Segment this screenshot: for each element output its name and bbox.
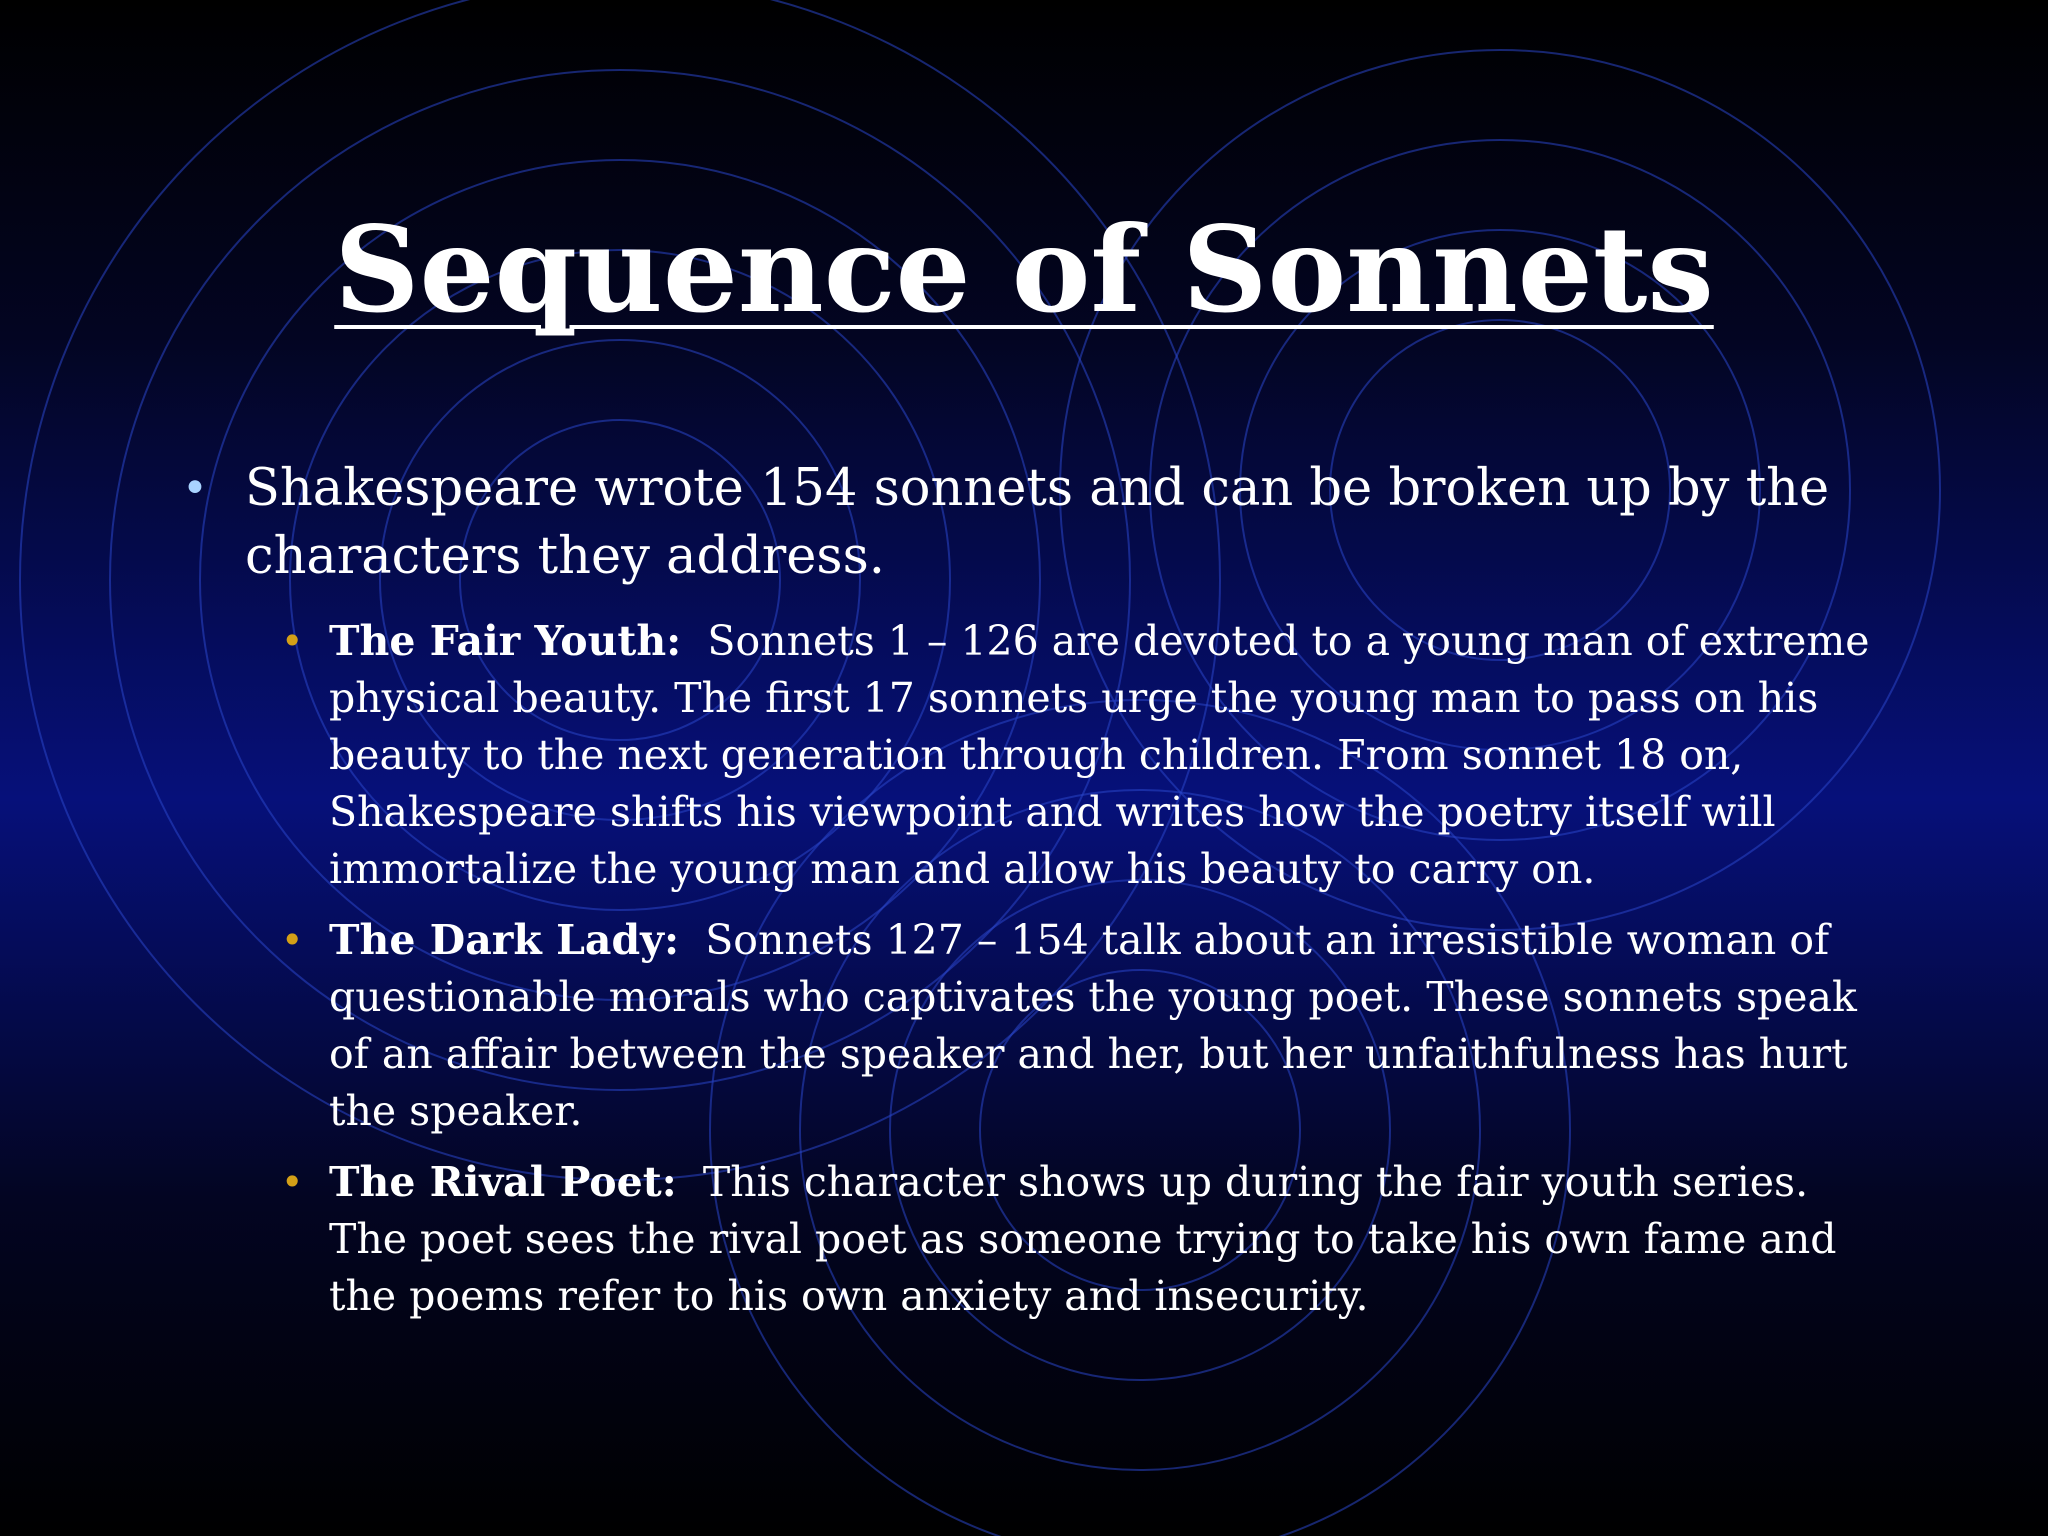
bullet-dot-icon: • — [281, 619, 304, 663]
bullet-dot-icon: • — [281, 1160, 304, 1204]
term-rival-poet: The Rival Poet: — [329, 1158, 677, 1206]
main-point-text: Shakespeare wrote 154 sonnets and can be broken up by the characters they address. — [245, 459, 1830, 586]
term-fair-youth: The Fair Youth: — [329, 617, 682, 665]
main-bullet-point — [182, 455, 1902, 591]
description-rival-poet: This character shows up during the fair youth series. The poet sees the rival poet as someone trying to take his own fame and the poems refer to his own anxiety and insecurity. — [329, 1158, 1837, 1320]
description-fair-youth: Sonnets 1 – 126 are devoted to a young man of extreme physical beauty. The first 17 sonnets urge the young man to pass on his beauty to the next generation through children. From sonnet 18 on, Shakespeare shifts his viewpoint and writes how the poetry itself will immortalize the young man and allow his beauty to carry on. — [329, 617, 1870, 893]
list-item-rival-poet — [281, 1154, 1889, 1325]
slide-title: Sequence of Sonnets — [334, 200, 1714, 339]
bullet-dot-icon: • — [182, 463, 208, 514]
list-item-fair-youth — [281, 613, 1889, 898]
bullet-dot-icon: • — [281, 918, 304, 962]
slide-body — [182, 455, 1902, 1339]
character-list — [281, 613, 1889, 1325]
list-item-dark-lady — [281, 912, 1889, 1140]
description-dark-lady: Sonnets 127 – 154 talk about an irresistible woman of questionable morals who captivates the young poet. These sonnets speak of an affair between the speaker and her, but her unfaithfulness has hurt the speaker. — [329, 916, 1857, 1135]
term-dark-lady: The Dark Lady: — [329, 916, 680, 964]
